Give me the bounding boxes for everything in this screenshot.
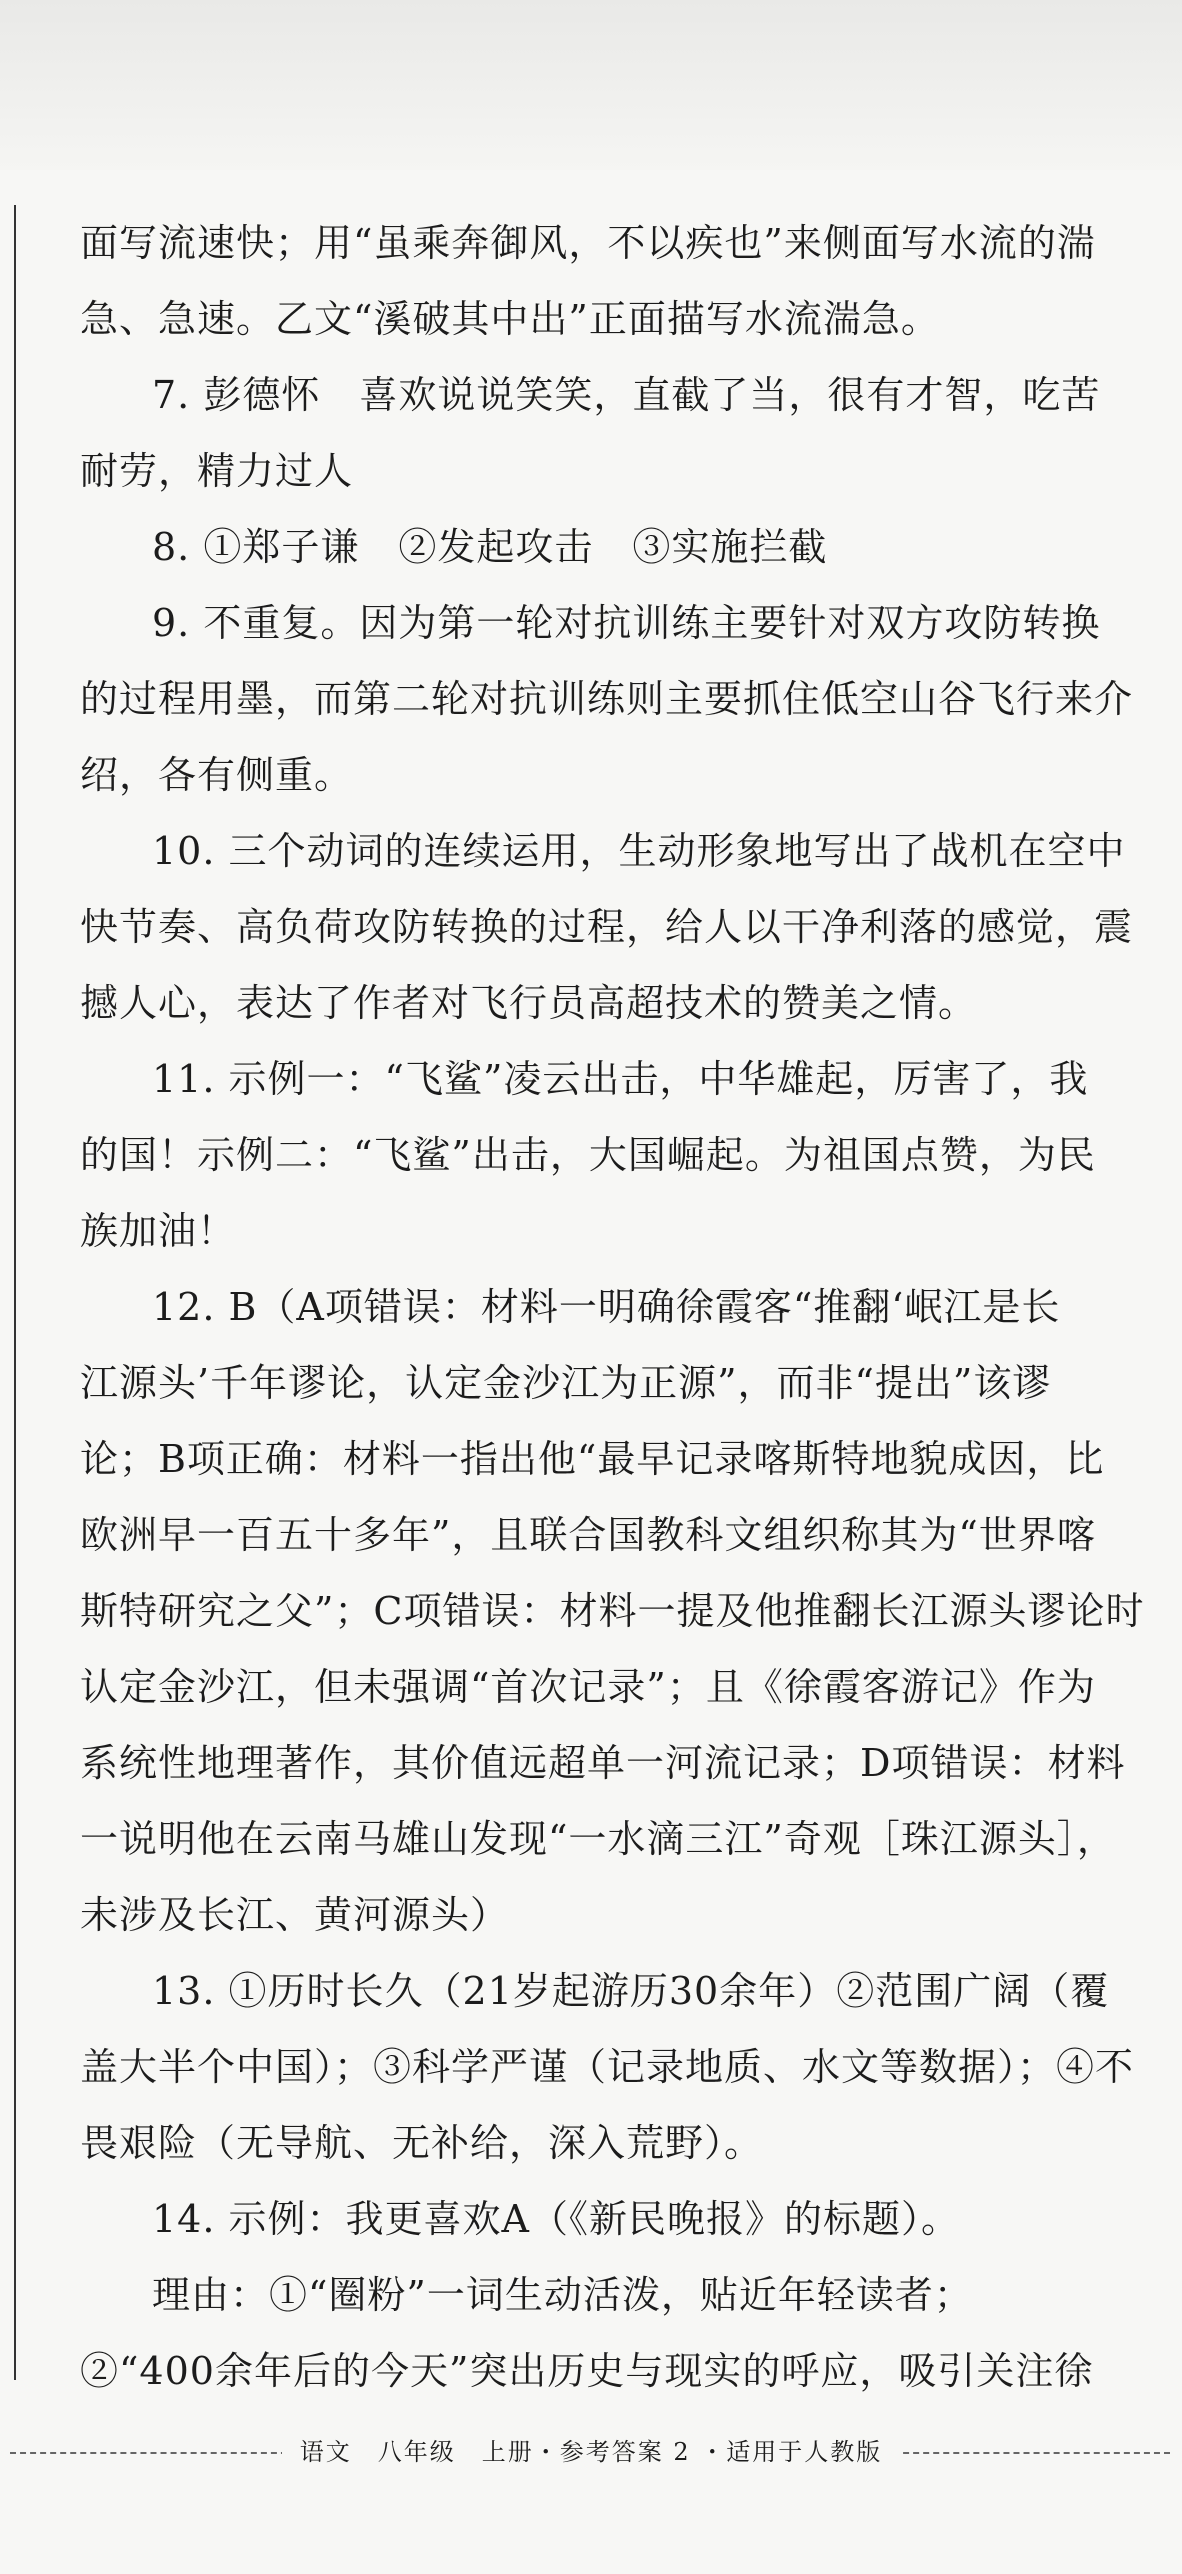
text-line: 欧洲早一百五十多年”，且联合国教科文组织称其为“世界喀 xyxy=(80,1513,1096,1557)
text-line: 耐劳，精力过人 xyxy=(80,449,354,493)
text-line: 系统性地理著作，其价值远超单一河流记录；D项错误：材料 xyxy=(80,1741,1126,1785)
text-line: 一说明他在云南马雄山发现“一水滴三江”奇观［珠江源头］， xyxy=(80,1817,1116,1861)
text-line: 绍，各有侧重。 xyxy=(80,753,354,797)
text-line: 认定金沙江，但未强调“首次记录”；且《徐霞客游记》作为 xyxy=(80,1665,1096,1709)
text-line: 斯特研究之父”；C项错误：材料一提及他推翻长江源头谬论时 xyxy=(80,1589,1145,1633)
text-line: 畏艰险（无导航、无补给，深入荒野）。 xyxy=(80,2121,764,2165)
answer-page xyxy=(14,205,1182,2393)
answer-8: 8. ①郑子谦 ②发起攻击 ③实施拦截 xyxy=(152,525,828,569)
footer-label: 语文 八年级 上册・参考答案 2 ・适用于人教版 xyxy=(282,2438,901,2466)
answer-12: 12. B（A项错误：材料一明确徐霞客“推翻‘岷江是长 xyxy=(152,1285,1061,1329)
footer-divider xyxy=(10,2452,1170,2454)
text-line: 面写流速快；用“虽乘奔御风，不以疾也”来侧面写水流的湍 xyxy=(80,221,1096,265)
answer-10: 10. 三个动词的连续运用，生动形象地写出了战机在空中 xyxy=(152,829,1126,873)
text-line: 的过程用墨，而第二轮对抗训练则主要抓住低空山谷飞行来介 xyxy=(80,677,1134,721)
text-line: 未涉及长江、黄河源头） xyxy=(80,1893,510,1937)
text-line: 论；B项正确：材料一指出他“最早记录喀斯特地貌成因，比 xyxy=(80,1437,1105,1481)
text-line: 族加油！ xyxy=(80,1209,237,1253)
text-line: ②“400余年后的今天”突出历史与现实的呼应，吸引关注徐 xyxy=(80,2349,1094,2393)
text-line: 快节奏、高负荷攻防转换的过程，给人以干净利落的感觉，震 xyxy=(80,905,1134,949)
answer-13: 13. ①历时长久（21岁起游历30余年）②范围广阔（覆 xyxy=(152,1969,1110,2013)
text-line: 撼人心，表达了作者对飞行员高超技术的赞美之情。 xyxy=(80,981,978,1025)
text-line: 理由：①“圈粉”一词生动活泼，贴近年轻读者； xyxy=(152,2273,973,2317)
answer-7: 7. 彭德怀 喜欢说说笑笑，直截了当，很有才智，吃苦 xyxy=(152,373,1101,417)
answer-14: 14. 示例：我更喜欢A（《新民晚报》的标题）。 xyxy=(152,2197,960,2241)
text-line: 急、急速。乙文“溪破其中出”正面描写水流湍急。 xyxy=(80,297,940,341)
text-line: 盖大半个中国）；③科学严谨（记录地质、水文等数据）；④不 xyxy=(80,2045,1135,2089)
answer-text xyxy=(80,205,1145,2409)
answer-9: 9. 不重复。因为第一轮对抗训练主要针对双方攻防转换 xyxy=(152,601,1101,645)
answer-11: 11. 示例一：“飞鲨”凌云出击，中华雄起，厉害了，我 xyxy=(152,1057,1089,1101)
scan-top-margin xyxy=(0,0,1182,170)
text-line: 的国！示例二：“飞鲨”出击，大国崛起。为祖国点赞，为民 xyxy=(80,1133,1096,1177)
text-line: 江源头’千年谬论，认定金沙江为正源”，而非“提出”该谬 xyxy=(80,1361,1052,1405)
